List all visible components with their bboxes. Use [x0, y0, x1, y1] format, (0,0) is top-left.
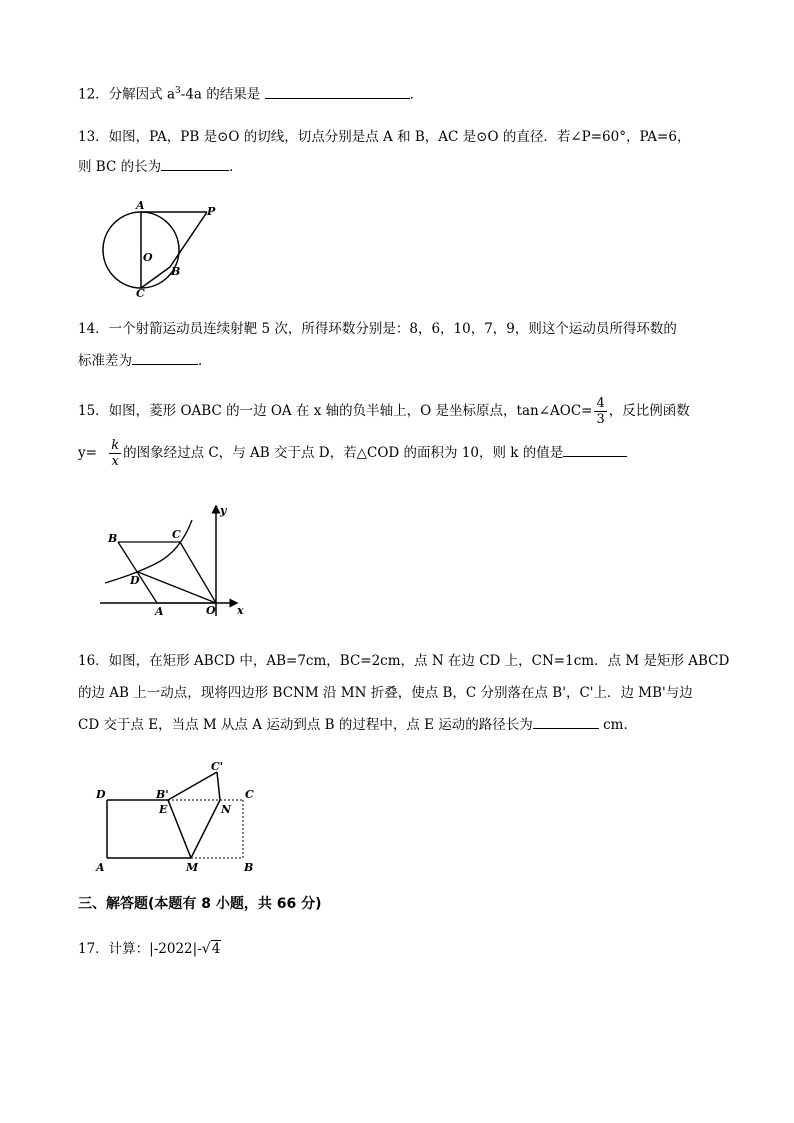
q16-label-n: N: [221, 803, 232, 816]
q13-figure: [95, 198, 230, 303]
sqrt-symbol-icon: √: [201, 941, 211, 957]
q15-line2-suffix: 的图象经过点 C，与 AB 交于点 D，若△COD 的面积为 10，则 k 的值是: [123, 445, 564, 461]
question-16-line1: 16．如图，在矩形 ABCD 中，AB=7cm，BC=2cm，点 N 在边 CD 上，CN=1cm．点 M 是矩形 ABCD: [78, 653, 730, 669]
q15-answer-blank[interactable]: [563, 444, 627, 457]
question-17: [78, 940, 221, 958]
q12-suffix: -4a 的结果是: [180, 86, 261, 103]
q16-label-b: B: [244, 861, 254, 874]
q15-frac2-den: x: [111, 454, 119, 469]
q15-line1-prefix: 15．如图，菱形 OABC 的一边 OA 在 x 轴的负半轴上，O 是坐标原点，tan∠AOC=: [78, 403, 593, 419]
q16-label-c-prime: C': [211, 760, 224, 773]
q16-label-e: E: [159, 803, 168, 816]
q15-frac1-den: 3: [596, 412, 605, 427]
q12-prefix: 12．分解因式 a: [78, 86, 176, 103]
q15-label-o: O: [206, 604, 216, 617]
q13-label-a: A: [136, 199, 145, 212]
question-14-line1: 14．一个射箭运动员连续射靶 5 次，所得环数分别是：8，6，10，7，9，则这个运动员所得环数的: [78, 321, 677, 337]
q15-label-y: y: [220, 504, 227, 517]
q13-line2-prefix: 则 BC 的长为: [78, 159, 162, 175]
q13-label-c: C: [136, 287, 145, 300]
q15-line1-suffix: ，反比例函数: [608, 403, 690, 419]
q13-label-o: O: [143, 251, 153, 264]
q15-figure: [95, 500, 255, 625]
question-16-line2: 的边 AB 上一动点，现将四边形 BCNM 沿 MN 折叠，使点 B，C 分别落在点 B'，C'上．边 MB'与边: [78, 685, 693, 701]
q16-figure: [90, 760, 270, 875]
q13-answer-blank[interactable]: [161, 158, 229, 171]
question-15-line1: [78, 394, 690, 428]
question-16-line3: [78, 716, 637, 734]
question-13-line2: [78, 158, 243, 176]
question-15-line2: [78, 436, 627, 470]
q16-line3-prefix: CD 交于点 E，当点 M 从点 A 运动到点 B 的过程中，点 E 运动的路径长为: [78, 717, 533, 733]
q13-label-p: P: [207, 205, 216, 218]
q15-label-a: A: [155, 605, 164, 618]
q17-radicand: 4: [211, 941, 221, 957]
q12-end: ．: [409, 86, 424, 103]
q12-answer-blank[interactable]: [265, 86, 410, 99]
q16-label-c: C: [245, 788, 254, 801]
q13-line2-end: ．: [229, 159, 243, 175]
q13-label-b: B: [171, 265, 181, 278]
q15-k-over-x-fraction: [109, 438, 121, 469]
q16-answer-blank[interactable]: [533, 716, 599, 729]
q17-prefix: 17．计算：|-2022|-: [78, 941, 202, 957]
q15-label-d: D: [130, 574, 140, 587]
section-3-heading: 三、解答题(本题有 8 小题，共 66 分): [78, 896, 322, 912]
q16-label-a: A: [96, 861, 105, 874]
q15-tan-fraction: [594, 396, 606, 427]
q15-label-c: C: [172, 528, 181, 541]
q15-frac2-num: k: [111, 438, 120, 453]
q15-label-b: B: [108, 532, 118, 545]
q16-line3-end: cm．: [603, 717, 637, 733]
q16-label-b-prime: B': [156, 788, 169, 801]
question-14-line2: [78, 352, 212, 370]
q14-answer-blank[interactable]: [132, 352, 198, 365]
q16-label-m: M: [186, 861, 199, 874]
question-13-line1: 13．如图，PA，PB 是⊙O 的切线，切点分别是点 A 和 B，AC 是⊙O 的直径．若∠P=60°，PA=6，: [78, 129, 691, 145]
question-12: [78, 82, 423, 104]
q12-sup: 3: [175, 86, 181, 96]
q14-line2-prefix: 标准差为: [78, 353, 132, 369]
q14-line2-end: ．: [198, 353, 212, 369]
q15-frac1-num: 4: [596, 396, 605, 411]
q16-label-d: D: [96, 788, 106, 801]
q15-line2-prefix: y=: [78, 445, 97, 461]
q15-label-x: x: [237, 604, 244, 617]
